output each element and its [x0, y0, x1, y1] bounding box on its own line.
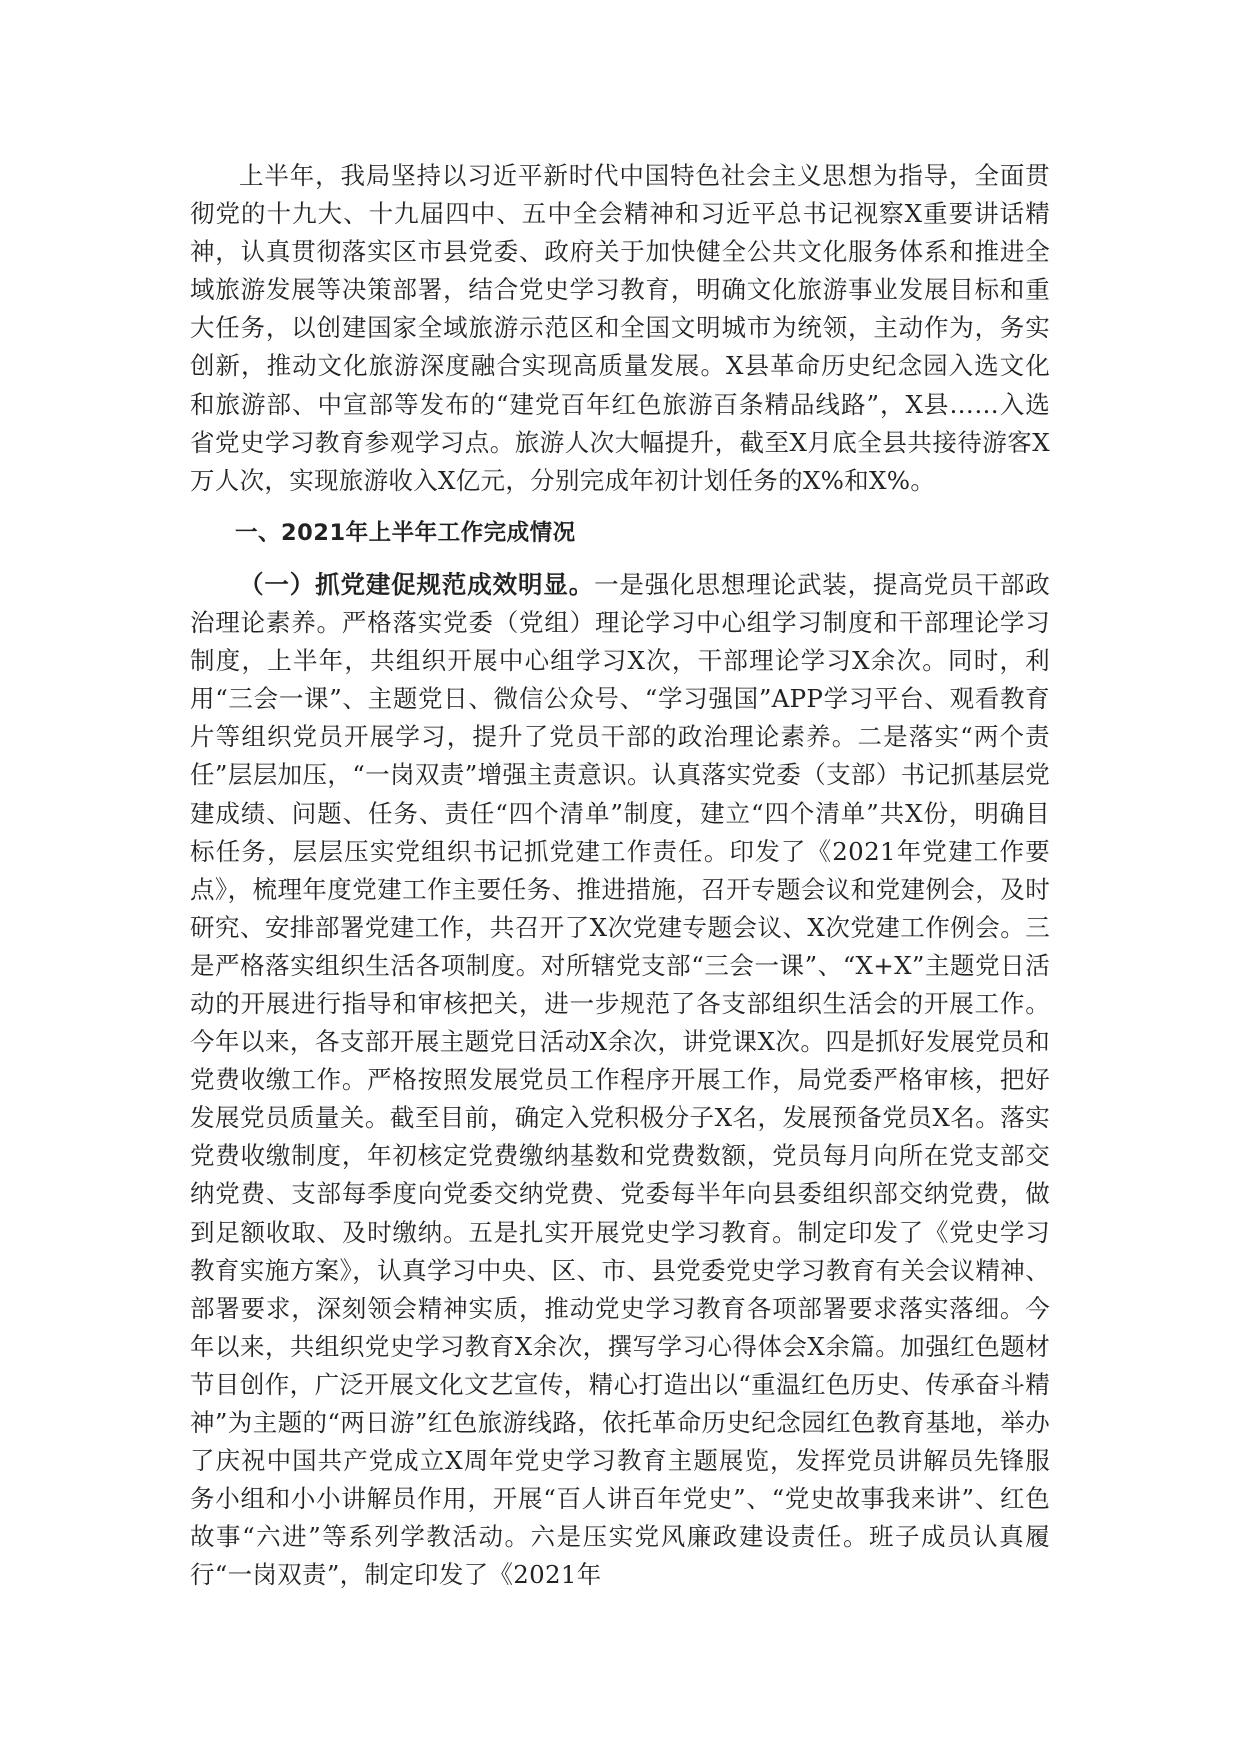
document-body — [190, 157, 1050, 1594]
intro-paragraph: 上半年，我局坚持以习近平新时代中国特色社会主义思想为指导，全面贯彻党的十九大、十九届四中、五中全会精神和习近平总书记视察X重要讲话精神，认真贯彻落实区市县党委、政府关于加快健全公共文化服务体系和推进全域旅游发展等决策部署，结合党史学习教育，明确文化旅游事业发展目标和重大任务，以创建国家全域旅游示范区和全国文明城市为统领，主动作为，务实创新，推动文化旅游深度融合实现高质量发展。X县革命历史纪念园入选文化和旅游部、中宣部等发布的“建党百年红色旅游百条精品线路”，X县……入选省党史学习教育参观学习点。旅游人次大幅提升，截至X月底全县共接待游客X万人次，实现旅游收入X亿元，分别完成年初计划任务的X%和X%。 — [190, 161, 1050, 495]
subsection-paragraph — [190, 566, 1050, 1595]
subsection-lead: （一）抓党建促规范成效明显。 — [239, 569, 595, 599]
section-heading: 一、2021年上半年工作完成情况 — [235, 519, 576, 546]
subsection-body: 一是强化思想理论武装，提高党员干部政治理论素养。严格落实党委（党组）理论学习中心组学习制度和干部理论学习制度，上半年，共组织开展中心组学习X次，干部理论学习X余次。同时，利用“三会一课”、主题党日、微信公众号、“学习强国”APP学习平台、观看教育片等组织党员开展学习，提升了党员干部的政治理论素养。二是落实“两个责任”层层加压，“一岗双责”增强主责意识。认真落实党委（支部）书记抓基层党建成绩、问题、任务、责任“四个清单”制度，建立“四个清单”共X份，明确目标任务，层层压实党组织书记抓党建工作责任。印发了《2021年党建工作要点》，梳理年度党建工作主要任务、推进措施，召开专题会议和党建例会，及时研究、安排部署党建工作，共召开了X次党建专题会议、X次党建工作例会。三是严格落实组织生活各项制度。对所辖党支部“三会一课”、“X+X”主题党日活动的开展进行指导和审核把关，进一步规范了各支部组织生活会的开展工作。今年以来，各支部开展主题党日活动X余次，讲党课X次。四是抓好发展党员和党费收缴工作。严格按照发展党员工作程序开展工作，局党委严格审核，把好发展党员质量关。截至目前，确定入党积极分子X名，发展预备党员X名。落实党费收缴制度，年初核定党费缴纳基数和党费数额，党员每月向所在党支部交纳党费、支部每季度向党委交纳党费、党委每半年向县委组织部交纳党费，做到足额收取、及时缴纳。五是扎实开展党史学习教育。制定印发了《党史学习教育实施方案》，认真学习中央、区、市、县党委党史学习教育有关会议精神、部署要求，深刻领会精神实质，推动党史学习教育各项部署要求落实落细。今年以来，共组织党史学习教育X余次，撰写学习心得体会X余篇。加强红色题材节目创作，广泛开展文化文艺宣传，精心打造出以“重温红色历史、传承奋斗精神”为主题的“两日游”红色旅游线路，依托革命历史纪念园红色教育基地，举办了庆祝中国共产党成立X周年党史学习教育主题展览，发挥党员讲解员先锋服务小组和小小讲解员作用，开展“百人讲百年党史”、“党史故事我来讲”、红色故事“六进”等系列学教活动。六是压实党风廉政建设责任。班子成员认真履行“一岗双责”，制定印发了《2021年 — [190, 569, 1050, 1590]
